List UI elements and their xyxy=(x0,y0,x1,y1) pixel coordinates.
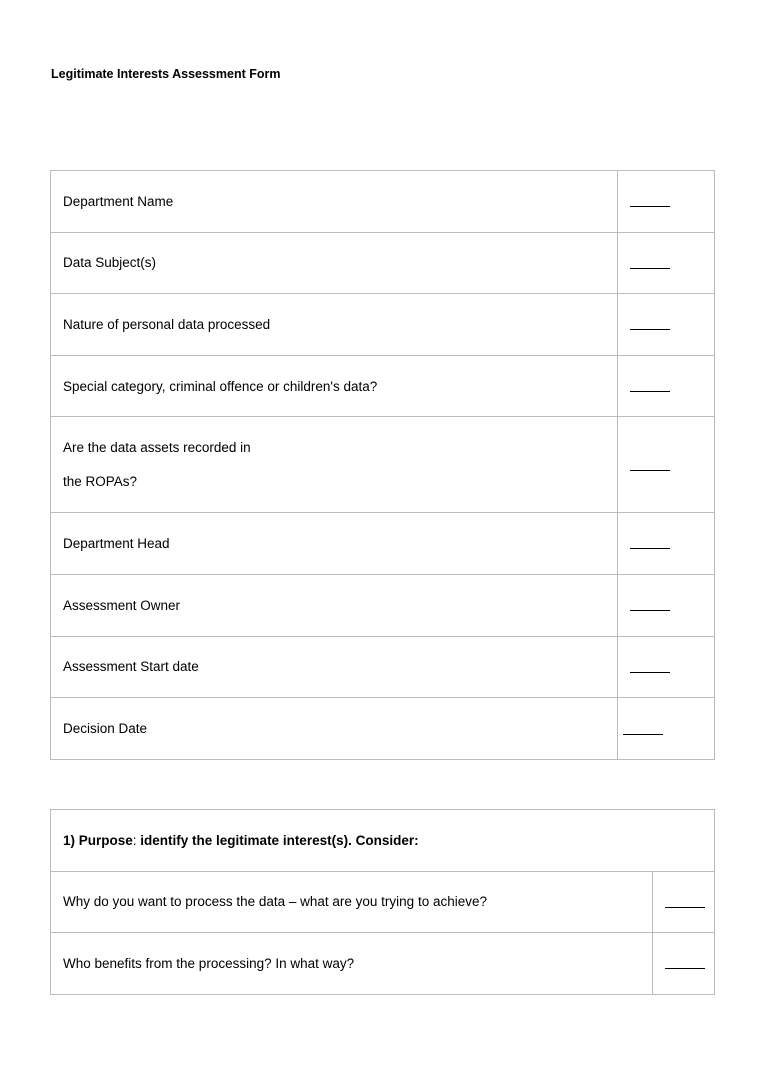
department-name-label: Department Name xyxy=(51,171,618,233)
assessment-start-date-field[interactable] xyxy=(618,636,715,698)
table-row xyxy=(51,171,715,233)
purpose-heading-rest: identify the legitimate interest(s). Consider: xyxy=(140,832,419,848)
answer-blank-line xyxy=(630,206,670,207)
ropas-label xyxy=(51,417,618,513)
ropas-field[interactable] xyxy=(618,417,715,513)
purpose-heading-word: Purpose xyxy=(78,832,133,848)
special-category-label: Special category, criminal offence or children's data? xyxy=(51,355,618,417)
table-row xyxy=(51,933,715,995)
table-row xyxy=(51,698,715,760)
answer-blank-line xyxy=(665,968,705,969)
decision-date-field[interactable] xyxy=(618,698,715,760)
purpose-heading xyxy=(51,810,715,872)
purpose-question-who-benefits: Who benefits from the processing? In what way? xyxy=(51,933,653,995)
table-row xyxy=(51,417,715,513)
table-row xyxy=(51,871,715,933)
purpose-heading-colon: : xyxy=(132,832,141,848)
assessment-owner-field[interactable] xyxy=(618,574,715,636)
answer-blank-line xyxy=(623,734,663,735)
data-subjects-field[interactable] xyxy=(618,232,715,294)
table-row xyxy=(51,636,715,698)
special-category-field[interactable] xyxy=(618,355,715,417)
answer-blank-line xyxy=(630,470,670,471)
purpose-answer-why[interactable] xyxy=(653,871,715,933)
nature-of-data-label: Nature of personal data processed xyxy=(51,294,618,356)
answer-blank-line xyxy=(630,610,670,611)
answer-blank-line xyxy=(630,268,670,269)
decision-date-label: Decision Date xyxy=(51,698,618,760)
department-head-label: Department Head xyxy=(51,513,618,575)
assessment-owner-label: Assessment Owner xyxy=(51,574,618,636)
purpose-question-why: Why do you want to process the data – what are you trying to achieve? xyxy=(51,871,653,933)
data-subjects-label: Data Subject(s) xyxy=(51,232,618,294)
table-row xyxy=(51,232,715,294)
nature-of-data-field[interactable] xyxy=(618,294,715,356)
answer-blank-line xyxy=(630,391,670,392)
table-row xyxy=(51,294,715,356)
answer-blank-line xyxy=(665,907,705,908)
department-name-field[interactable] xyxy=(618,171,715,233)
department-head-field[interactable] xyxy=(618,513,715,575)
ropas-label-line2: the ROPAs? xyxy=(63,473,138,489)
answer-blank-line xyxy=(630,548,670,549)
answer-blank-line xyxy=(630,329,670,330)
form-title: Legitimate Interests Assessment Form xyxy=(51,67,281,81)
table-row xyxy=(51,355,715,417)
table-row xyxy=(51,513,715,575)
ropas-label-line1: Are the data assets recorded in xyxy=(63,439,251,455)
answer-blank-line xyxy=(630,672,670,673)
assessment-start-date-label: Assessment Start date xyxy=(51,636,618,698)
purpose-answer-who-benefits[interactable] xyxy=(653,933,715,995)
purpose-table xyxy=(50,809,715,995)
details-table xyxy=(50,170,715,760)
purpose-heading-number: 1) xyxy=(63,832,79,848)
table-row xyxy=(51,574,715,636)
table-row xyxy=(51,810,715,872)
